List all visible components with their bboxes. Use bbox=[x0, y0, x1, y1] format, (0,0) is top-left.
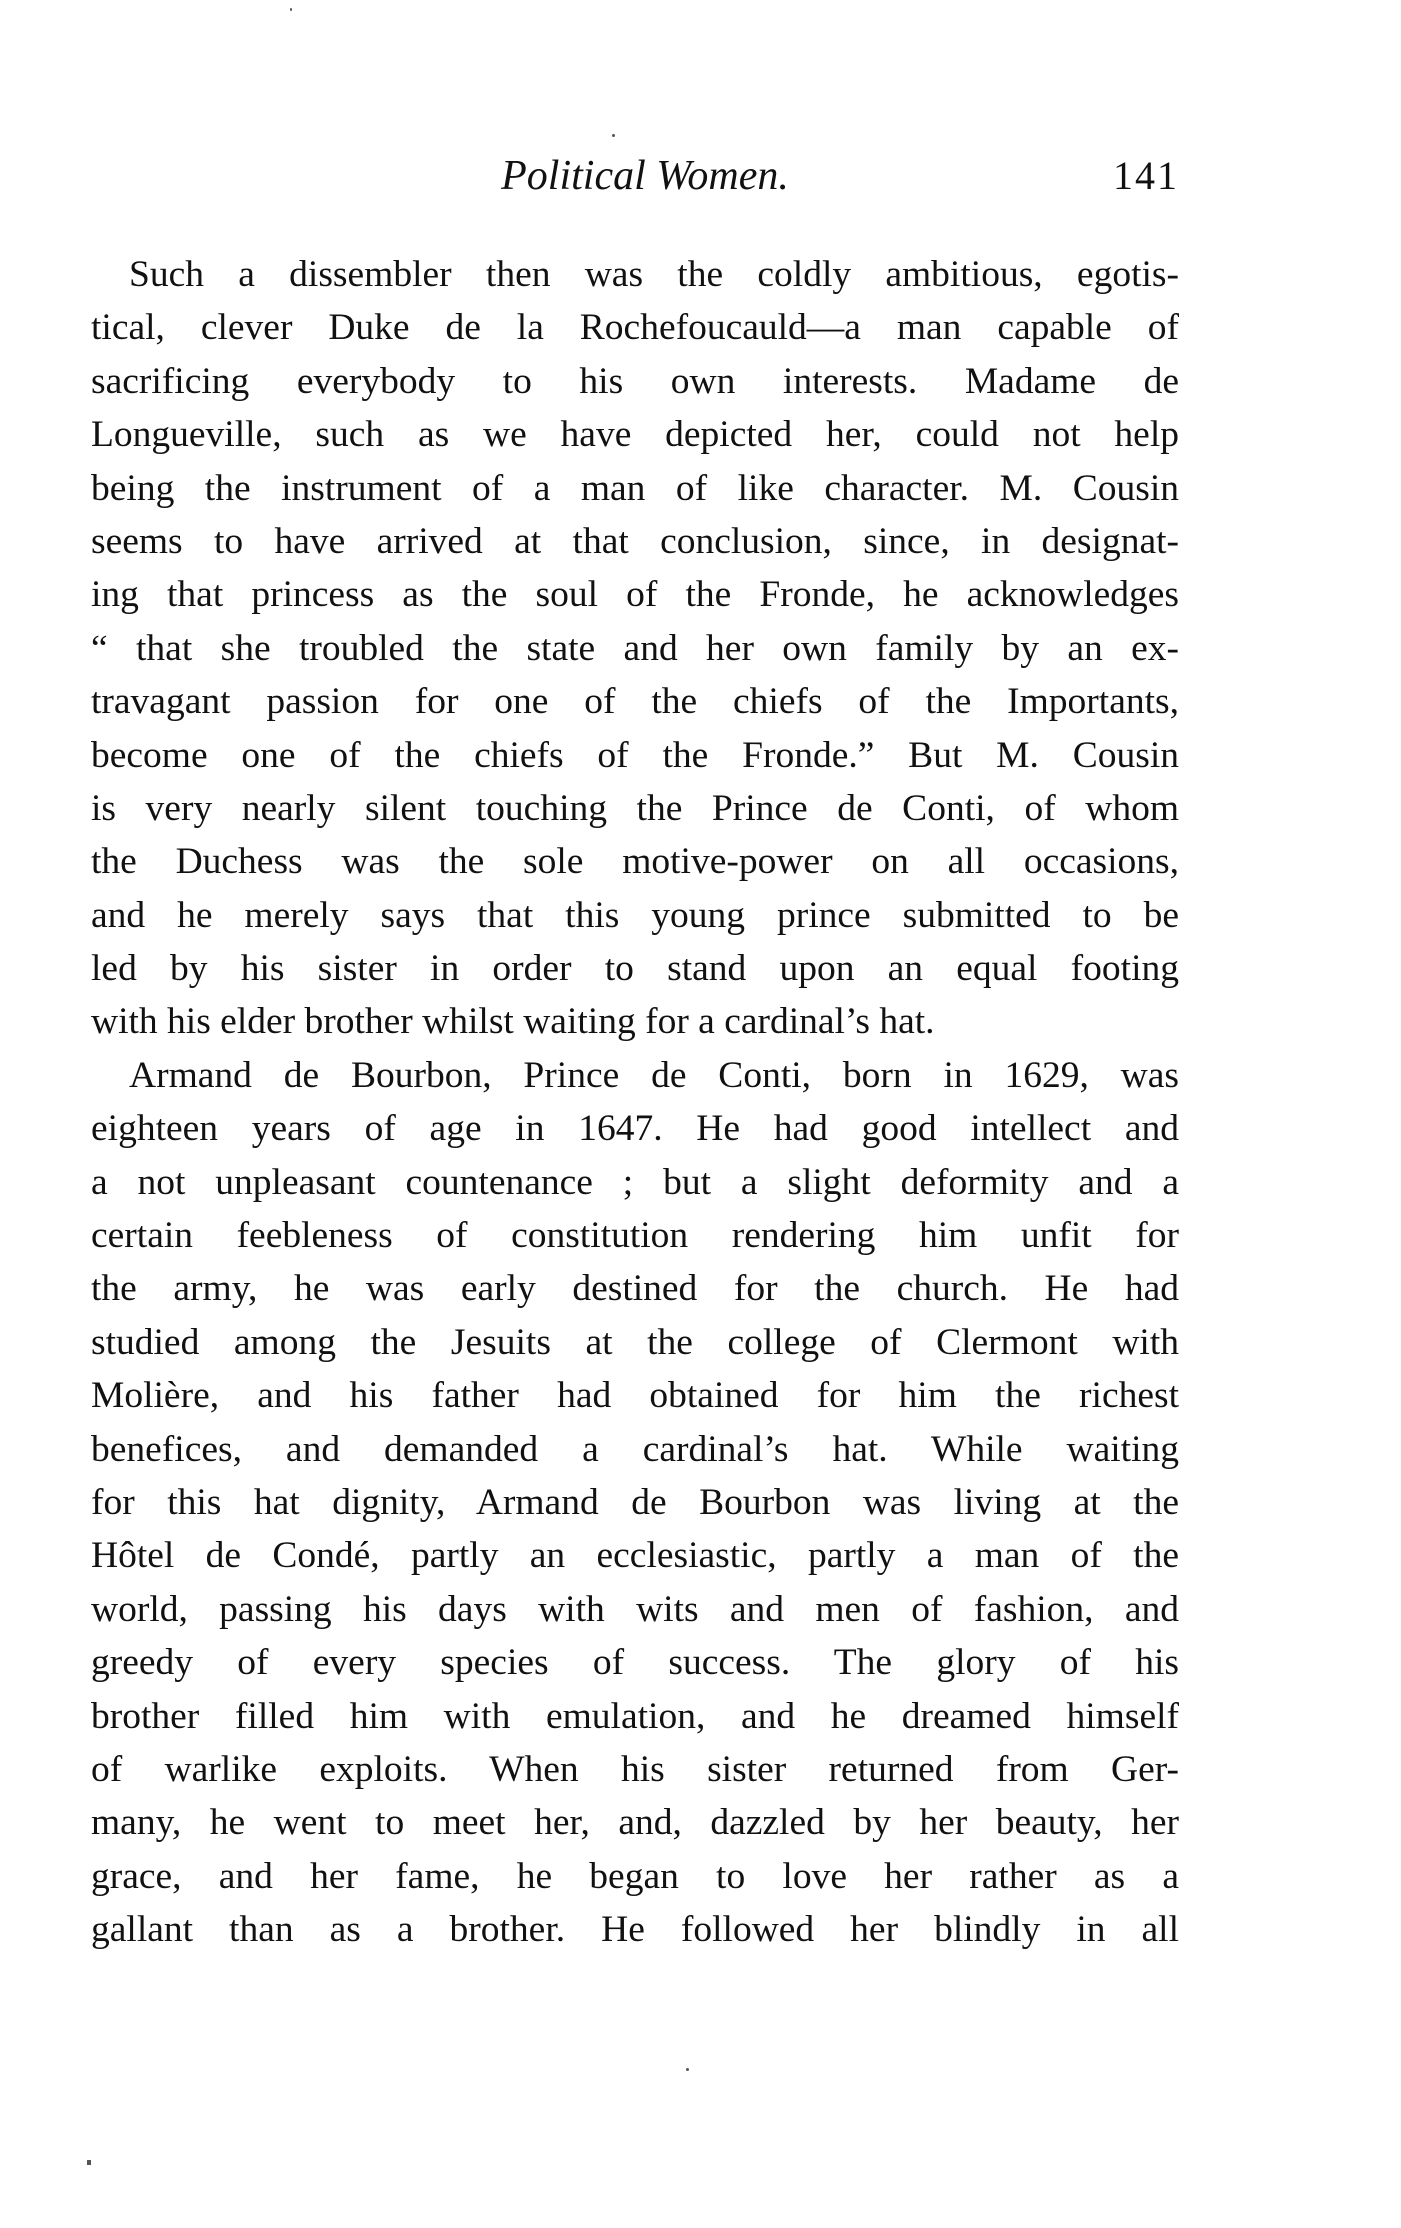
scan-speck bbox=[87, 2160, 91, 2165]
text-line: travagant passion for one of the chiefs of the Importants, bbox=[91, 681, 1179, 723]
running-title: Political Women. bbox=[501, 153, 789, 199]
text-line: with his elder brother whilst waiting for a cardinal’s hat. bbox=[91, 1001, 935, 1043]
text-line: grace, and her fame, he began to love her rather as a bbox=[91, 1855, 1179, 1897]
text-line: Such a dissembler then was the coldly ambitious, egotis- bbox=[129, 254, 1179, 295]
body-text bbox=[91, 248, 1179, 1957]
text-line: led by his sister in order to stand upon an equal footing bbox=[91, 948, 1179, 990]
text-line: seems to have arrived at that conclusion, since, in designat- bbox=[91, 520, 1179, 562]
text-line: sacrificing everybody to his own interests. Madame de bbox=[91, 360, 1179, 402]
text-line: greedy of every species of success. The glory of his bbox=[91, 1642, 1179, 1684]
text-line: benefices, and demanded a cardinal’s hat. While waiting bbox=[91, 1428, 1179, 1470]
text-line: “ that she troubled the state and her own family by an ex- bbox=[91, 627, 1179, 669]
text-line: a not unpleasant countenance ; but a slight deformity and a bbox=[91, 1161, 1179, 1203]
text-line: Longueville, such as we have depicted her, could not help bbox=[91, 414, 1179, 456]
text-line: world, passing his days with wits and men of fashion, and bbox=[91, 1588, 1179, 1630]
page-header bbox=[91, 152, 1179, 212]
text-line: Molière, and his father had obtained for him the richest bbox=[91, 1375, 1179, 1417]
text-line: being the instrument of a man of like character. M. Cousin bbox=[91, 467, 1179, 509]
text-line: gallant than as a brother. He followed her blindly in all bbox=[91, 1909, 1179, 1951]
text-line: certain feebleness of constitution rendering him unfit for bbox=[91, 1215, 1179, 1257]
text-line: tical, clever Duke de la Rochefoucauld—a man capable of bbox=[91, 307, 1179, 349]
text-line: ing that princess as the soul of the Fronde, he acknowledges bbox=[91, 574, 1179, 616]
text-line: for this hat dignity, Armand de Bourbon was living at the bbox=[91, 1481, 1179, 1523]
scan-speck bbox=[612, 134, 615, 137]
text-line: brother filled him with emulation, and he dreamed himself bbox=[91, 1695, 1179, 1737]
text-line: Hôtel de Condé, partly an ecclesiastic, partly a man of the bbox=[91, 1535, 1179, 1577]
text-line: is very nearly silent touching the Prince de Conti, of whom bbox=[91, 787, 1179, 829]
text-line: Armand de Bourbon, Prince de Conti, born in 1629, was bbox=[129, 1054, 1179, 1096]
text-line: many, he went to meet her, and, dazzled by her beauty, her bbox=[91, 1802, 1179, 1844]
text-line: studied among the Jesuits at the college of Clermont with bbox=[91, 1321, 1179, 1363]
text-line: the Duchess was the sole motive-power on all occasions, bbox=[91, 841, 1179, 883]
text-line: eighteen years of age in 1647. He had good intellect and bbox=[91, 1108, 1179, 1150]
text-line: of warlike exploits. When his sister returned from Ger- bbox=[91, 1748, 1179, 1790]
text-line: and he merely says that this young prince submitted to be bbox=[91, 894, 1179, 936]
page-number: 141 bbox=[1113, 153, 1179, 198]
scan-speck bbox=[290, 8, 292, 11]
text-line: the army, he was early destined for the church. He had bbox=[91, 1268, 1179, 1310]
text-line: become one of the chiefs of the Fronde.” But M. Cousin bbox=[91, 734, 1179, 776]
scan-speck bbox=[686, 2068, 689, 2071]
